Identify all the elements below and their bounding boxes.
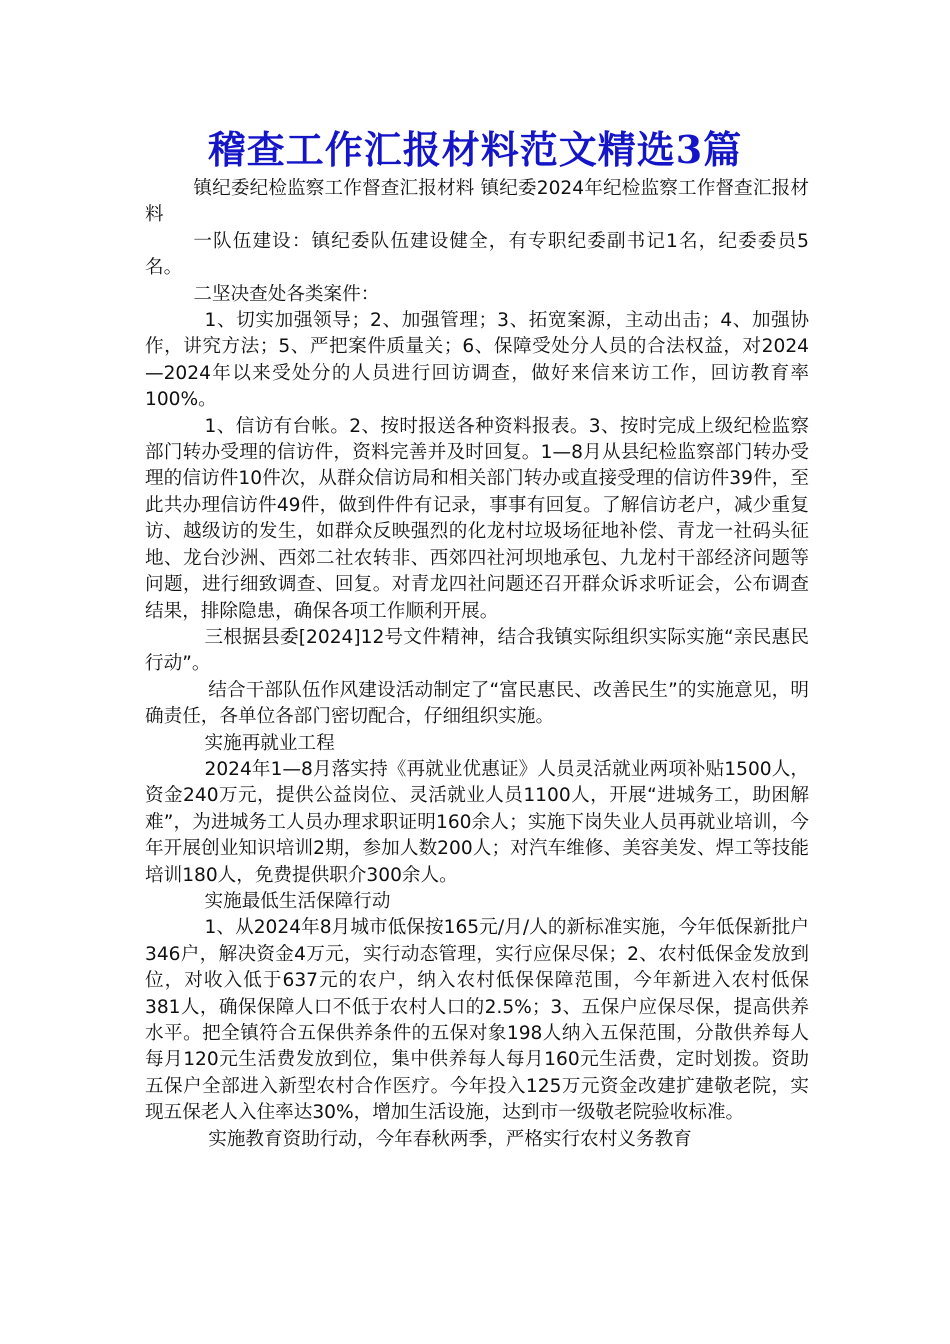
paragraph-cases-heading: 二坚决查处各类案件： — [193, 283, 380, 305]
paragraph-case-measures: 1、切实加强领导；2、加强管理；3、拓宽案源，主动出击；4、加强协作，讲究方法；5、严把案件质量关；6、保障受处分人员的合法权益，对2024—2024年以来受处分的人员进行回访调查，做好来信来访工作，回访教育率100%。 — [145, 310, 809, 411]
paragraph-minimum-living-heading: 实施最低生活保障行动 — [204, 890, 391, 912]
paragraph-reemployment-heading: 实施再就业工程 — [204, 732, 335, 754]
paragraph-minimum-living: 1、从2024年8月城市低保按165元/月/人的新标准实施，今年低保新批户346户，解决资金4万元，实行动态管理，实行应保尽保；2、农村低保金发放到位，对收入低于637元的农户，纳入农村低保保障范围，今年新进入农村低保381人，确保保障人口不低于农村人口的2.5%；3、五保户应保尽保，提高供养水平。把全镇符合五保供养条件的五保对象198人纳入五保范围，分散供养每人每月120元生活费发放到位，集中供养每人每月160元生活费，定时划拨。资助五保户全部进入新型农村合作医疗。今年投入125万元资金改建扩建敬老院，实现五保老人入住率达30%，增加生活设施，达到市一级敬老院验收标准。 — [145, 917, 809, 1124]
document-body — [145, 176, 809, 1153]
paragraph-team-building: 一队伍建设：镇纪委队伍建设健全，有专职纪委副书记1名，纪委委员5名。 — [145, 230, 809, 279]
paragraph-county-document: 三根据县委[2024]12号文件精神，结合我镇实际组织实际实施“亲民惠民行动”。 — [145, 626, 809, 675]
paragraph-header: 镇纪委纪检监察工作督查汇报材料 镇纪委2024年纪检监察工作督查汇报材料 — [145, 178, 809, 226]
document-title: 稽查工作汇报材料范文精选3篇 — [207, 127, 743, 172]
paragraph-petitions: 1、信访有台帐。2、按时报送各种资料报表。3、按时完成上级纪检监察部门转办受理的信访件，资料完善并及时回复。1—8月从县纪检监察部门转办受理的信访件10件次，从群众信访局和相关部门转办或直接受理的信访件39件，至此共办理信访件49件，做到件件有记录，事事有回复。了解信访老户，减少重复访、越级访的发生，如群众反映强烈的化龙村垃圾场征地补偿、青龙一社码头征地、龙台沙洲、西郊二社农转非、西郊四社河坝地承包、九龙村干部经济问题等问题，进行细致调查、回复。对青龙四社问题还召开群众诉求听证会，公布调查结果，排除隐患，确保各项工作顺利开展。 — [145, 415, 809, 622]
paragraph-work-style: 结合干部队伍作风建设活动制定了“富民惠民、改善民生”的实施意见，明确责任，各单位各部门密切配合，仔细组织实施。 — [145, 679, 809, 728]
paragraph-reemployment: 2024年1—8月落实持《再就业优惠证》人员灵活就业两项补贴1500人，资金240万元，提供公益岗位、灵活就业人员1100人，开展“进城务工，助困解难”，为进城务工人员办理求职证明160余人；实施下岗失业人员再就业培训，今年开展创业知识培训2期，参加人数200人；对汽车维修、美容美发、焊工等技能培训180人，免费提供职介300余人。 — [145, 758, 809, 886]
paragraph-education-aid: 实施教育资助行动，今年春秋两季，严格实行农村义务教育 — [208, 1128, 692, 1150]
